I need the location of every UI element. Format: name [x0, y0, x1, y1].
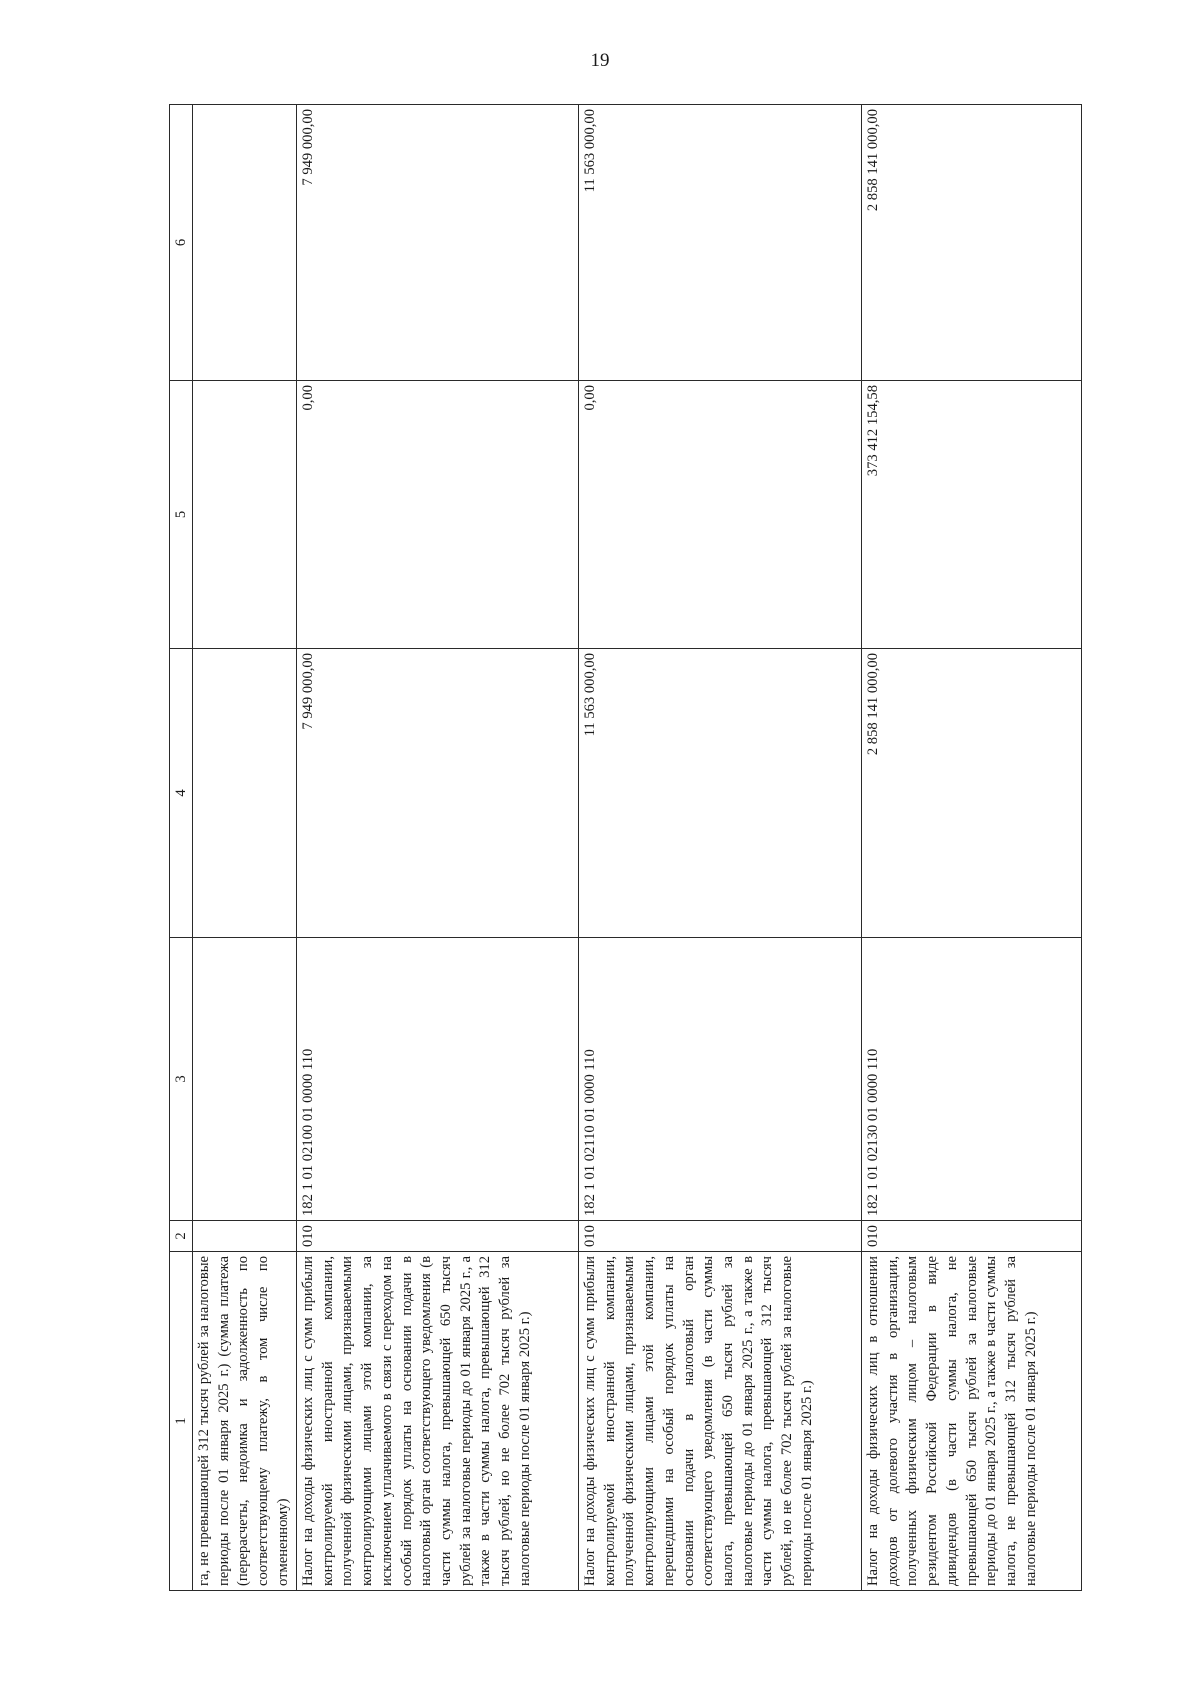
row-value-col6: 11 563 000,00 [579, 105, 862, 381]
row-value-col4 [193, 649, 297, 938]
row-admin-code [193, 1221, 297, 1252]
row-value-col5: 0,00 [579, 381, 862, 649]
row-admin-code: 010 [297, 1221, 579, 1252]
row-budget-code [193, 938, 297, 1221]
row-value-col6 [193, 105, 297, 381]
row-admin-code: 010 [862, 1221, 1082, 1252]
table-row [579, 105, 862, 1591]
column-header-4: 4 [170, 649, 193, 938]
row-value-col6: 2 858 141 000,00 [862, 105, 1082, 381]
column-number-row [170, 105, 193, 1591]
row-description: Налог на доходы физических лиц в отношении доходов от долевого участия в организации, полученных физическим лицом – налоговым резидентом Российской Федерации в виде дивидендов (в части суммы налога, не превышающей 650 тысяч рублей за налоговые периоды до 01 января 2025 г., а также в части суммы налога, не превышающей 312 тысяч рублей за налоговые периоды после 01 января 2025 г.) [862, 1252, 1082, 1591]
table-row [297, 105, 579, 1591]
page-number: 19 [590, 50, 610, 71]
row-budget-code: 182 1 01 02130 01 0000 110 [862, 938, 1082, 1221]
table-row [862, 105, 1082, 1591]
row-value-col4: 7 949 000,00 [297, 649, 579, 938]
column-header-5: 5 [170, 381, 193, 649]
row-admin-code: 010 [579, 1221, 862, 1252]
column-header-1: 1 [170, 1252, 193, 1591]
row-description: га, не превышающей 312 тысяч рублей за налоговые периоды после 01 января 2025 г.) (сумма платежа (перерасчеты, недоимка и задолженность по соответствующему платежу, в том числе по отмененному) [193, 1252, 297, 1591]
rotated-table-container [169, 105, 1080, 1591]
row-value-col4: 2 858 141 000,00 [862, 649, 1082, 938]
column-header-2: 2 [170, 1221, 193, 1252]
table-row [193, 105, 297, 1591]
row-description: Налог на доходы физических лиц с сумм прибыли контролируемой иностранной компании, полученной физическими лицами, признаваемыми контролирующими лицами этой компании, перешедшими на особый порядок уплаты на основании подачи в налоговый орган соответствующего уведомления (в части суммы налога, превышающей 650 тысяч рублей за налоговые периоды до 01 января 2025 г., а также в части суммы налога, превышающей 312 тысяч рублей, но не более 702 тысяч рублей за налоговые периоды после 01 января 2025 г.) [579, 1252, 862, 1591]
budget-revenue-table [169, 104, 1082, 1591]
row-value-col5 [193, 381, 297, 649]
row-value-col4: 11 563 000,00 [579, 649, 862, 938]
column-header-6: 6 [170, 105, 193, 381]
column-header-3: 3 [170, 938, 193, 1221]
row-value-col5: 0,00 [297, 381, 579, 649]
row-description: Налог на доходы физических лиц с сумм прибыли контролируемой иностранной компании, полученной физическими лицами, признаваемыми контролирующими лицами этой компании, за исключением уплачиваемого в связи с переходом на особый порядок уплаты на основании подачи в налоговый орган соответствующего уведомления (в части суммы налога, превышающей 650 тысяч рублей за налоговые периоды до 01 января 2025 г., а также в части суммы налога, превышающей 312 тысяч рублей, но не более 702 тысяч рублей за налоговые периоды после 01 января 2025 г.) [297, 1252, 579, 1591]
row-value-col5: 373 412 154,58 [862, 381, 1082, 649]
row-value-col6: 7 949 000,00 [297, 105, 579, 381]
row-budget-code: 182 1 01 02110 01 0000 110 [579, 938, 862, 1221]
row-budget-code: 182 1 01 02100 01 0000 110 [297, 938, 579, 1221]
